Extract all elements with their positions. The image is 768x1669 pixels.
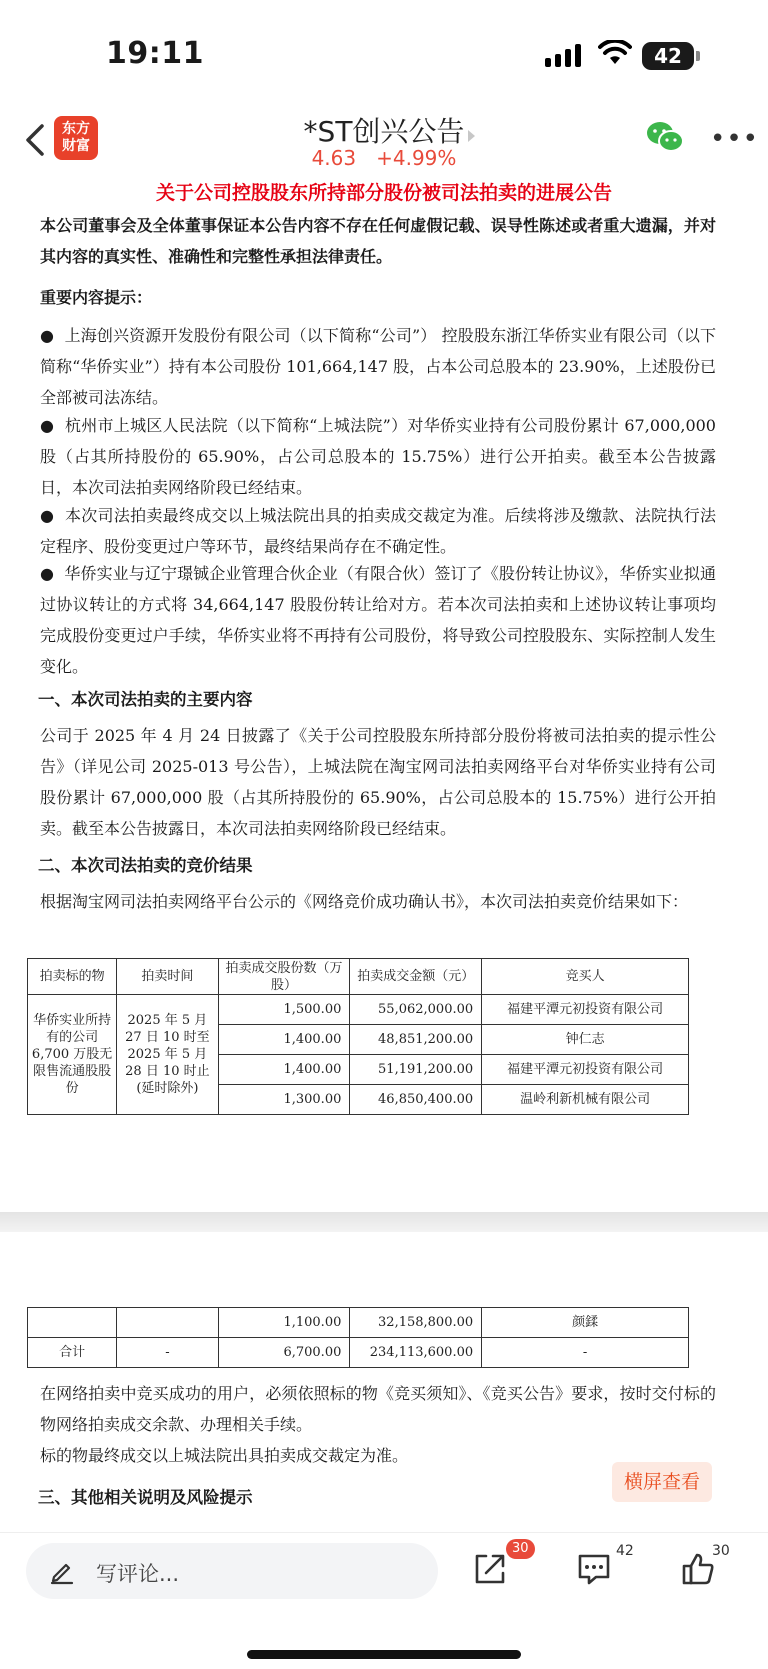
wechat-share-icon[interactable] — [646, 120, 684, 154]
battery-tip — [696, 51, 700, 61]
pen-icon — [48, 1557, 76, 1585]
logo-line2: 财富 — [62, 138, 90, 154]
cell-subject: 华侨实业所持有的公司 6,700 万股无限售流通股股份 — [28, 995, 117, 1115]
stock-change: +4.99% — [376, 146, 457, 170]
section-2-heading: 二、本次司法拍卖的竞价结果 — [38, 856, 253, 875]
comment-input[interactable] — [26, 1543, 438, 1599]
share-badge: 30 — [506, 1539, 535, 1559]
cell-time: 2025 年 5 月 27 日 10 时至 2025 年 5 月 28 日 10 时止(延时除外) — [117, 995, 218, 1115]
section-1-text: 公司于 2025 年 4 月 24 日披露了《关于公司控股股东所持部分股份将被司法拍卖的提示性公告》（详见公司 2025-013 号公告），上城法院在淘宝网司法拍卖网络平台对华侨实业持有公司股份累计 67,000,000 股（占其所持股份的 65.90%，占公司总股本的 15.75%）进行公开拍卖。截至本公告披露日，本次司法拍卖网络阶段已经结束。 — [40, 726, 716, 838]
cell-bidder: 颜鍒 — [482, 1308, 689, 1338]
bullet-1: ● 上海创兴资源开发股份有限公司（以下简称“公司”） 控股股东浙江华侨实业有限公司（以下简称“华侨实业”）持有本公司股份 101,664,147 股，占本公司总股本的 23.90%，上述股份已全部被司法冻结。 — [40, 326, 716, 407]
page-separator — [0, 1212, 768, 1232]
header-amount: 拍卖成交金额（元） — [350, 959, 482, 995]
bullet-4: ● 华侨实业与辽宁璟铖企业管理合伙企业（有限合伙）签订了《股份转让协议》，华侨实业拟通过协议转让的方式将 34,664,147 股股份转让给对方。若本次司法拍卖和上述协议转让事项均完成股份变更过户手续，华侨实业将不再持有公司股份，将导致公司控股股东、实际控制人发生变化。 — [40, 564, 716, 676]
status-bar — [0, 0, 768, 110]
cell-total-amount: 234,113,600.00 — [350, 1338, 482, 1368]
table-total-row — [28, 1338, 689, 1368]
page-title[interactable]: *ST创兴公告 — [303, 115, 465, 148]
cell-time-empty — [117, 1308, 218, 1338]
bullet-4-text: 华侨实业与辽宁璟铖企业管理合伙企业（有限合伙）签订了《股份转让协议》，华侨实业拟通过协议转让的方式将 34,664,147 股股份转让给对方。若本次司法拍卖和上述协议转让事项均完成股份变更过户手续，华侨实业将不再持有公司股份，将导致公司控股股东、实际控制人发生变化。 — [40, 564, 716, 676]
section-2-text: 根据淘宝网司法拍卖网络平台公示的《网络竞价成功确认书》，本次司法拍卖竞价结果如下： — [40, 892, 689, 911]
section-1-heading: 一、本次司法拍卖的主要内容 — [38, 690, 253, 709]
more-options-icon[interactable]: ••• — [710, 124, 760, 154]
status-time: 19:11 — [106, 36, 204, 71]
table-header-row — [28, 959, 689, 995]
landscape-view-button[interactable]: 横屏查看 — [612, 1462, 712, 1502]
cell-total-label: 合计 — [28, 1338, 117, 1368]
announcement-document — [0, 174, 768, 1212]
title-arrow-icon — [468, 130, 475, 142]
cell-bidder: 福建平潭元初投资有限公司 — [482, 995, 689, 1025]
cell-amount: 46,850,400.00 — [350, 1085, 482, 1115]
cell-total-shares: 6,700.00 — [218, 1338, 350, 1368]
bottom-action-bar — [0, 1532, 768, 1669]
comment-count: 42 — [616, 1543, 634, 1559]
bullet-3-text: 本次司法拍卖最终成交以上城法院出具的拍卖成交裁定为准。后续将涉及缴款、法院执行法定程序、股份变更过户等环节，最终结果尚存在不确定性。 — [40, 506, 716, 556]
table-row — [28, 1308, 689, 1338]
battery-icon: 42 — [642, 42, 694, 70]
cell-total-bidder: - — [482, 1338, 689, 1368]
bullet-2: ● 杭州市上城区人民法院（以下简称“上城法院”）对华侨实业持有公司股份累计 67,000,000 股（占其所持股份的 65.90%，占公司总股本的 15.75%）进行公开拍卖。截至本公告披露日，本次司法拍卖网络阶段已经结束。 — [40, 416, 716, 497]
header-shares: 拍卖成交股份数（万股） — [218, 959, 350, 995]
like-icon[interactable] — [680, 1551, 716, 1587]
cell-shares: 1,400.00 — [218, 1055, 350, 1085]
bullet-3: ● 本次司法拍卖最终成交以上城法院出具的拍卖成交裁定为准。后续将涉及缴款、法院执行法定程序、股份变更过户等环节，最终结果尚存在不确定性。 — [40, 506, 716, 556]
after-table-text: 在网络拍卖中竞买成功的用户，必须依照标的物《竞买须知》、《竞买公告》要求，按时交付标的物网络拍卖成交余款、办理相关手续。 — [40, 1384, 716, 1434]
bullet-2-text: 杭州市上城区人民法院（以下简称“上城法院”）对华侨实业持有公司股份累计 67,000,000 股（占其所持股份的 65.90%，占公司总股本的 15.75%）进行公开拍卖。截至本公告披露日，本次司法拍卖网络阶段已经结束。 — [40, 416, 716, 497]
stock-price: 4.63 — [311, 146, 357, 170]
table-row — [28, 995, 689, 1025]
header-subject: 拍卖标的物 — [28, 959, 117, 995]
cell-amount: 32,158,800.00 — [350, 1308, 482, 1338]
comment-placeholder: 写评论... — [96, 1562, 180, 1586]
cell-bidder: 温岭利新机械有限公司 — [482, 1085, 689, 1115]
header-time: 拍卖时间 — [117, 959, 218, 995]
document-title: 关于公司控股股东所持部分股份被司法拍卖的进展公告 — [155, 182, 612, 204]
like-count: 30 — [712, 1543, 730, 1559]
cell-shares: 1,300.00 — [218, 1085, 350, 1115]
cell-subject-empty — [28, 1308, 117, 1338]
cell-total-time: - — [117, 1338, 218, 1368]
cell-bidder: 钟仁志 — [482, 1025, 689, 1055]
cell-amount: 48,851,200.00 — [350, 1025, 482, 1055]
section-3-heading: 三、其他相关说明及风险提示 — [38, 1488, 253, 1507]
comment-icon[interactable] — [576, 1551, 612, 1587]
app-header — [0, 110, 768, 174]
logo-line1: 东方 — [62, 121, 90, 137]
cell-amount: 51,191,200.00 — [350, 1055, 482, 1085]
bullet-1-text: 上海创兴资源开发股份有限公司（以下简称“公司”） 控股股东浙江华侨实业有限公司（以下简称“华侨实业”）持有本公司股份 101,664,147 股，占本公司总股本的 23.90%，上述股份已全部被司法冻结。 — [40, 326, 716, 407]
cell-shares: 1,500.00 — [218, 995, 350, 1025]
cell-amount: 55,062,000.00 — [350, 995, 482, 1025]
key-points-heading: 重要内容提示： — [40, 288, 153, 307]
share-icon[interactable] — [472, 1551, 508, 1587]
final-text: 标的物最终成交以上城法院出具拍卖成交裁定为准。 — [40, 1446, 409, 1465]
wifi-icon — [598, 40, 632, 66]
home-indicator[interactable] — [247, 1650, 521, 1659]
auction-results-table — [27, 958, 689, 1115]
cell-shares: 1,100.00 — [218, 1308, 350, 1338]
cell-shares: 1,400.00 — [218, 1025, 350, 1055]
board-statement: 本公司董事会及全体董事保证本公告内容不存在任何虚假记载、误导性陈述或者重大遗漏，并对其内容的真实性、准确性和完整性承担法律责任。 — [40, 216, 716, 266]
header-bidder: 竞买人 — [482, 959, 689, 995]
auction-results-table-continued — [27, 1307, 689, 1368]
cell-bidder: 福建平潭元初投资有限公司 — [482, 1055, 689, 1085]
cellular-signal-icon — [545, 44, 581, 67]
